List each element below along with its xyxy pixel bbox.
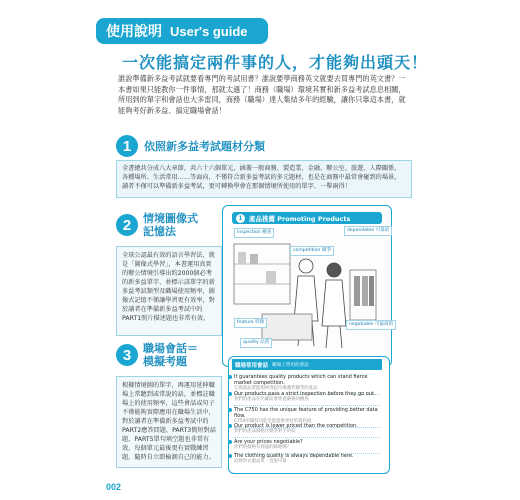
- section-3-body: 根據情境圖的單字，再運用延伸職場上常聽到或常說的話，並標註職場上的使用頻率，這些會話或句子不僅能夠實際應用在職場生活中，對於讀者在準備新多益考試中的PART2應答問題、PART3簡短對話題、PART5單句填空題也非常有效，每個單元最後更有實戰練習題，隨時自立即檢測自己的能力。: [116, 376, 222, 468]
- section-2-body: 全球公認最有效的語言學習法，就是「圖像式學習」，本書運用真實的辦公情境引導出約2000個必考的新多益單字，並標示該單字的新多益考試類型及職場使用頻率，圖像式記憶不僅讓學習更有效率，對於讀者在準備新多益考試中的PART1照片描述題也非常有效。: [116, 246, 222, 336]
- bullet-icon: [228, 375, 232, 379]
- conversation-title: 職場常用會話: [235, 362, 269, 369]
- section-2-title-line1: 情境圖像式: [143, 212, 198, 225]
- section-1-number: 1: [116, 135, 138, 157]
- label-negotiable: negotiable 可協商的: [346, 320, 396, 330]
- panel-title: 產品推薦 Promoting Products: [249, 214, 351, 223]
- conversation-zh: 它保證品質能夠經得起市場激烈競爭的產品: [234, 386, 318, 391]
- section-2-number: 2: [116, 214, 138, 236]
- panel-number: 1: [236, 214, 245, 223]
- conversation-row: [234, 391, 380, 406]
- conversation-zh: 你們的價格有商量的餘地嗎？: [234, 445, 292, 450]
- header-title-zh: 使用說明: [106, 24, 162, 40]
- section-3-number: 3: [116, 344, 138, 366]
- section-2-heading: [116, 212, 198, 238]
- bullet-icon: [228, 408, 232, 412]
- conversation-en: Are your prices negotiable?: [234, 439, 303, 445]
- illustration-header: [232, 212, 382, 224]
- conversation-en: Our products pass a strict inspection before they go out.: [234, 391, 376, 397]
- headline: 一次能搞定兩件事的人，才能夠出頭天！: [122, 53, 429, 72]
- section-3-heading: [116, 342, 198, 368]
- label-quality: quality 品質: [240, 338, 272, 348]
- label-feature: feature 特徵: [234, 318, 267, 328]
- label-competition: competition 競爭: [290, 246, 334, 256]
- bullet-icon: [228, 424, 232, 428]
- section-3-title-line2: 模擬考題: [143, 355, 187, 368]
- conversation-header: [232, 359, 382, 370]
- section-1-body: 全書總共分成八大章節，共六十六個單元，涵蓋一般商務、製造業、金融、辦公室、旅遊、人際關係、各種場所、生活常用……等面向，不僅符合新多益考試的多元題材，也是在商務中最常會碰到的場景，讀者不僅可以準備新多益考試，更可轉換學會在那個情境所使用的單字、一舉兩得！: [116, 160, 412, 198]
- conversation-row: [234, 453, 380, 467]
- section-1-heading: [116, 135, 265, 157]
- section-2-title-line2: 記憶法: [143, 225, 176, 238]
- guide-header: [96, 18, 268, 44]
- section-3-title-line1: 職場會話＝: [143, 342, 198, 355]
- label-dependable: dependable 可靠的: [344, 226, 392, 236]
- conversation-row: [234, 439, 380, 454]
- page-number: 002: [106, 482, 122, 492]
- conversation-zh: C750的獨特功能是能提供更好的資料流: [234, 419, 312, 424]
- label-inspection: inspection 檢查: [234, 228, 274, 238]
- conversation-zh: 我們的產品在出廠前會經過嚴格的檢查: [234, 397, 309, 402]
- bullet-icon: [228, 454, 232, 458]
- conversation-row: [234, 423, 380, 438]
- section-1-title: 依照新多益考試題材分類: [144, 140, 265, 153]
- conversation-subtitle: 職場上常用的會話: [272, 362, 309, 368]
- counter: [262, 314, 312, 340]
- person-right: [327, 263, 341, 277]
- conversation-zh: 這裡的衣服品質一直很可靠: [234, 459, 287, 464]
- conversation-en: It guarantees quality products which can stand fierce market competition.: [234, 374, 368, 386]
- intro-paragraph: 誰說準備新多益考試就要看專門的考試用書？誰說要學商務英文就要去買專門的英文書？一本書如果只能教你一件事情，那就太遜了！商務（職場）環境其實和新多益考試息息相關，所用到的單字和會話也大多雷同，商務（職場）達人集結多年的經驗，讓你只靠這本書，就能夠考好新多益、搞定職場會話！: [118, 74, 406, 115]
- conversation-en: The clothing quality is always dependable here.: [234, 453, 354, 459]
- bullet-icon: [228, 440, 232, 444]
- conversation-en: Our product is lower priced than the competition.: [234, 423, 358, 429]
- header-title-en: User's guide: [170, 23, 248, 39]
- conversation-en: The C750 has the unique feature of providing better data flow.: [234, 407, 378, 419]
- conversation-zh: 我們的產品價格比競爭對手的低: [234, 429, 296, 434]
- bullet-icon: [228, 392, 232, 396]
